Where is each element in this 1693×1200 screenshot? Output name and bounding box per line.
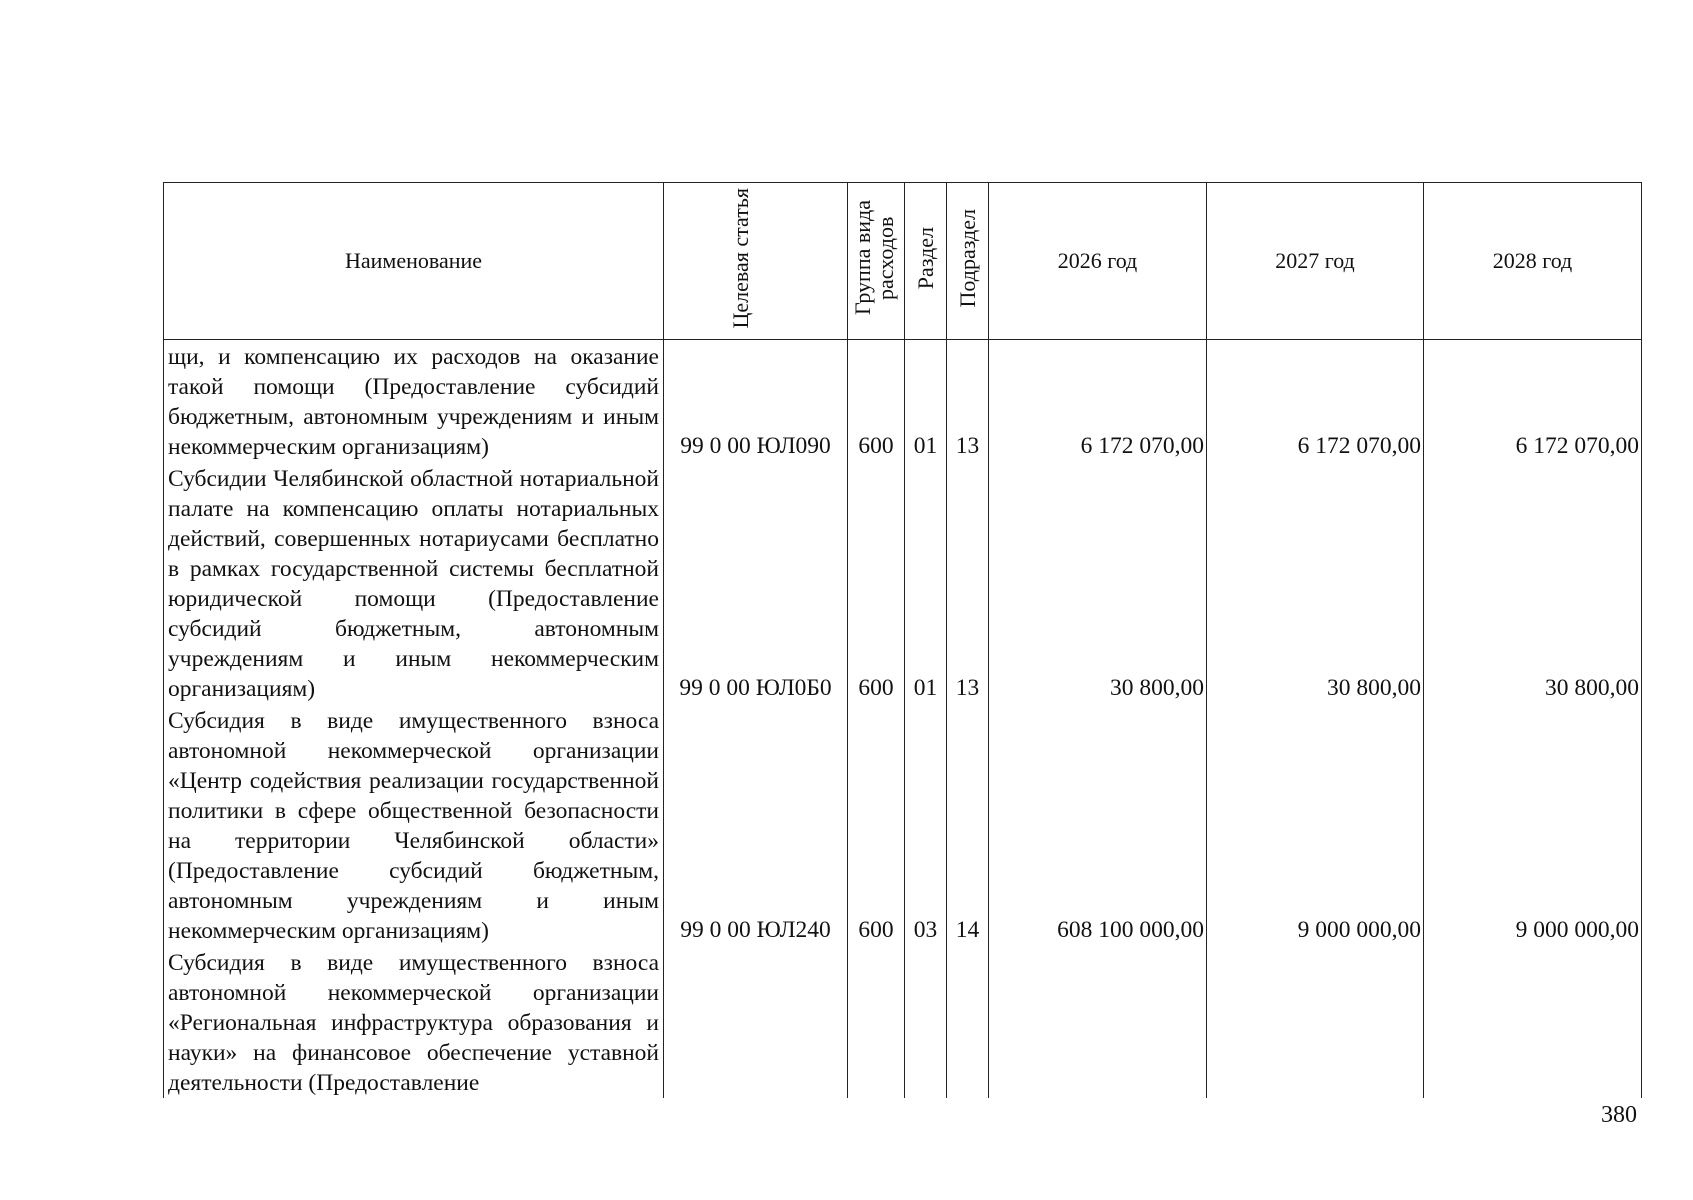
table-row [164,946,1642,1098]
header-year-2027: 2027 год [1207,183,1424,340]
header-section: Раздел [905,183,947,340]
row-amount-2026: 30 800,00 [989,462,1207,704]
row-amount-2026 [989,946,1207,1098]
row-section: 01 [905,462,947,704]
row-subsection [947,946,989,1098]
row-amount-2027: 9 000 000,00 [1207,704,1424,946]
row-amount-2028: 30 800,00 [1424,462,1642,704]
table-row [164,340,1642,463]
row-amount-2028: 6 172 070,00 [1424,340,1642,463]
page-number: 380 [1601,1102,1637,1128]
row-subsection: 14 [947,704,989,946]
row-target-article: 99 0 00 ЮЛ090 [664,340,848,463]
header-year-2026: 2026 год [989,183,1207,340]
row-name: Субсидии Челябинской областной нотариальной палате на компенсацию оплаты нотариальных действий, совершенных нотариусами бесплатно в рамках государственной системы бесплатной юридической помощи (Предоставление субсидий бюджетным, автономным учреждениям и иным некоммерческим организациям) [164,462,664,704]
row-amount-2026: 608 100 000,00 [989,704,1207,946]
table-row [164,462,1642,704]
row-expense-group: 600 [848,340,905,463]
row-section: 01 [905,340,947,463]
header-name: Наименование [164,183,664,340]
row-amount-2027 [1207,946,1424,1098]
row-section [905,946,947,1098]
header-subsection: Подраздел [947,183,989,340]
row-amount-2027: 30 800,00 [1207,462,1424,704]
row-amount-2028: 9 000 000,00 [1424,704,1642,946]
row-expense-group [848,946,905,1098]
row-expense-group: 600 [848,462,905,704]
row-target-article: 99 0 00 ЮЛ240 [664,704,848,946]
row-name: Субсидия в виде имущественного взноса автономной некоммерческой организации «Региональная инфраструктура образования и науки» на финансовое обеспечение уставной деятельности (Предоставление [164,946,664,1098]
table-row [164,704,1642,946]
budget-table [163,182,1642,1098]
row-name: Субсидия в виде имущественного взноса автономной некоммерческой организации «Центр содействия реализации государственной политики в сфере общественной безопасности на территории Челябинской области» (Предоставление субсидий бюджетным, автономным учреждениям и иным некоммерческим организациям) [164,704,664,946]
row-amount-2028 [1424,946,1642,1098]
header-year-2028: 2028 год [1424,183,1642,340]
row-subsection: 13 [947,462,989,704]
header-expense-group: Группа вида расходов [848,183,905,340]
row-target-article: 99 0 00 ЮЛ0Б0 [664,462,848,704]
row-section: 03 [905,704,947,946]
row-amount-2027: 6 172 070,00 [1207,340,1424,463]
row-expense-group: 600 [848,704,905,946]
row-target-article [664,946,848,1098]
header-row [164,183,1642,340]
header-target-article: Целевая статья [664,183,848,340]
row-amount-2026: 6 172 070,00 [989,340,1207,463]
row-subsection: 13 [947,340,989,463]
row-name: щи, и компенсацию их расходов на оказание такой помощи (Предоставление субсидий бюджетным, автономным учреждениям и иным некоммерческим организациям) [164,340,664,463]
